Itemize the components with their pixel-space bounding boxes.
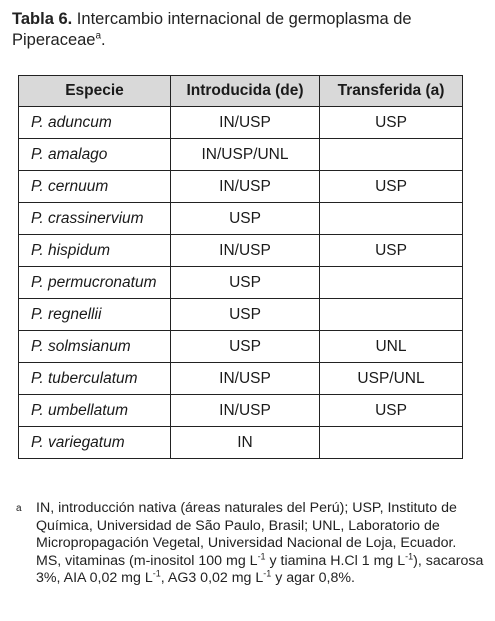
medium-text-1: MS, vitaminas (m-inositol 100 mg L <box>36 552 258 569</box>
table-caption <box>12 9 482 51</box>
table-row <box>19 395 463 427</box>
genus-abbrev: P. <box>31 177 44 195</box>
table-row <box>19 363 463 395</box>
footnote-marker: a <box>16 503 22 514</box>
header-transferida: Transferida (a) <box>320 76 463 107</box>
transferida-cell <box>320 139 463 171</box>
species-epithet: variegatum <box>47 433 125 451</box>
transferida-cell <box>320 203 463 235</box>
table-row <box>19 299 463 331</box>
introducida-cell: USP <box>171 299 320 331</box>
transferida-cell: USP <box>320 171 463 203</box>
species-epithet: aduncum <box>47 113 112 131</box>
genus-abbrev: P. <box>31 145 44 163</box>
species-cell <box>19 139 171 171</box>
medium-text-2: y tiamina H.Cl 1 mg L <box>265 552 406 569</box>
header-introducida: Introducida (de) <box>171 76 320 107</box>
introducida-cell: IN/USP <box>171 235 320 267</box>
table-row <box>19 331 463 363</box>
introducida-cell: IN <box>171 427 320 459</box>
transferida-cell: USP <box>320 235 463 267</box>
table-body <box>19 107 463 459</box>
species-cell <box>19 331 171 363</box>
germplasm-table <box>18 75 463 459</box>
superscript: -1 <box>152 568 161 579</box>
genus-abbrev: P. <box>31 305 44 323</box>
table-row <box>19 107 463 139</box>
introducida-cell: USP <box>171 203 320 235</box>
introducida-cell: IN/USP <box>171 363 320 395</box>
medium-text-5: y agar 0,8%. <box>271 570 355 586</box>
genus-abbrev: P. <box>31 113 44 131</box>
species-cell <box>19 171 171 203</box>
introducida-cell: IN/USP <box>171 107 320 139</box>
species-epithet: amalago <box>47 145 108 163</box>
introducida-cell: IN/USP/UNL <box>171 139 320 171</box>
transferida-cell: UNL <box>320 331 463 363</box>
species-cell <box>19 363 171 395</box>
transferida-cell: USP/UNL <box>320 363 463 395</box>
transferida-cell <box>320 427 463 459</box>
table-row <box>19 171 463 203</box>
species-epithet: cernuum <box>47 177 109 195</box>
transferida-cell: USP <box>320 107 463 139</box>
header-row <box>19 76 463 107</box>
superscript: -1 <box>257 550 266 561</box>
table-label: Tabla 6. <box>12 10 73 28</box>
species-epithet: solmsianum <box>47 337 131 355</box>
footnote-body <box>36 500 486 588</box>
species-epithet: hispidum <box>47 241 110 259</box>
species-epithet: crassinervium <box>47 209 144 227</box>
caption-footnote-marker: a <box>95 30 102 42</box>
table-row <box>19 235 463 267</box>
footnotes <box>16 500 486 588</box>
genus-abbrev: P. <box>31 241 44 259</box>
table-row <box>19 203 463 235</box>
header-especie: Especie <box>19 76 171 107</box>
species-epithet: umbellatum <box>47 401 129 419</box>
table-row <box>19 139 463 171</box>
species-cell <box>19 267 171 299</box>
species-cell <box>19 235 171 267</box>
footnote-medium <box>36 550 486 588</box>
caption-period: . <box>101 31 106 49</box>
species-cell <box>19 203 171 235</box>
introducida-cell: IN/USP <box>171 395 320 427</box>
species-cell <box>19 107 171 139</box>
transferida-cell: USP <box>320 395 463 427</box>
superscript: -1 <box>405 550 414 561</box>
medium-text-4: , AG3 0,02 mg L <box>160 570 264 586</box>
caption-text: Intercambio internacional de germoplasma de Piperaceae <box>12 10 412 49</box>
species-epithet: tuberculatum <box>47 369 138 387</box>
genus-abbrev: P. <box>31 401 44 419</box>
genus-abbrev: P. <box>31 433 44 451</box>
species-epithet: regnellii <box>47 305 102 323</box>
species-cell <box>19 427 171 459</box>
genus-abbrev: P. <box>31 369 44 387</box>
genus-abbrev: P. <box>31 273 44 291</box>
genus-abbrev: P. <box>31 337 44 355</box>
footnote-abbreviations: IN, introducción nativa (áreas naturales del Perú); USP, Instituto de Química, Universidad de São Paulo, Brasil; UNL, Laboratorio de Micropropagación Vegetal, Universidad Nacional de Loja, Ecuador. <box>36 500 457 551</box>
introducida-cell: IN/USP <box>171 171 320 203</box>
table-row <box>19 267 463 299</box>
superscript: -1 <box>263 568 272 579</box>
introducida-cell: USP <box>171 331 320 363</box>
genus-abbrev: P. <box>31 209 44 227</box>
species-epithet: permucronatum <box>47 273 157 291</box>
species-cell <box>19 299 171 331</box>
transferida-cell <box>320 267 463 299</box>
introducida-cell: USP <box>171 267 320 299</box>
table-row <box>19 427 463 459</box>
transferida-cell <box>320 299 463 331</box>
medium-text-3: ), sacarosa 3%, AIA 0,02 mg L <box>36 552 484 586</box>
species-cell <box>19 395 171 427</box>
